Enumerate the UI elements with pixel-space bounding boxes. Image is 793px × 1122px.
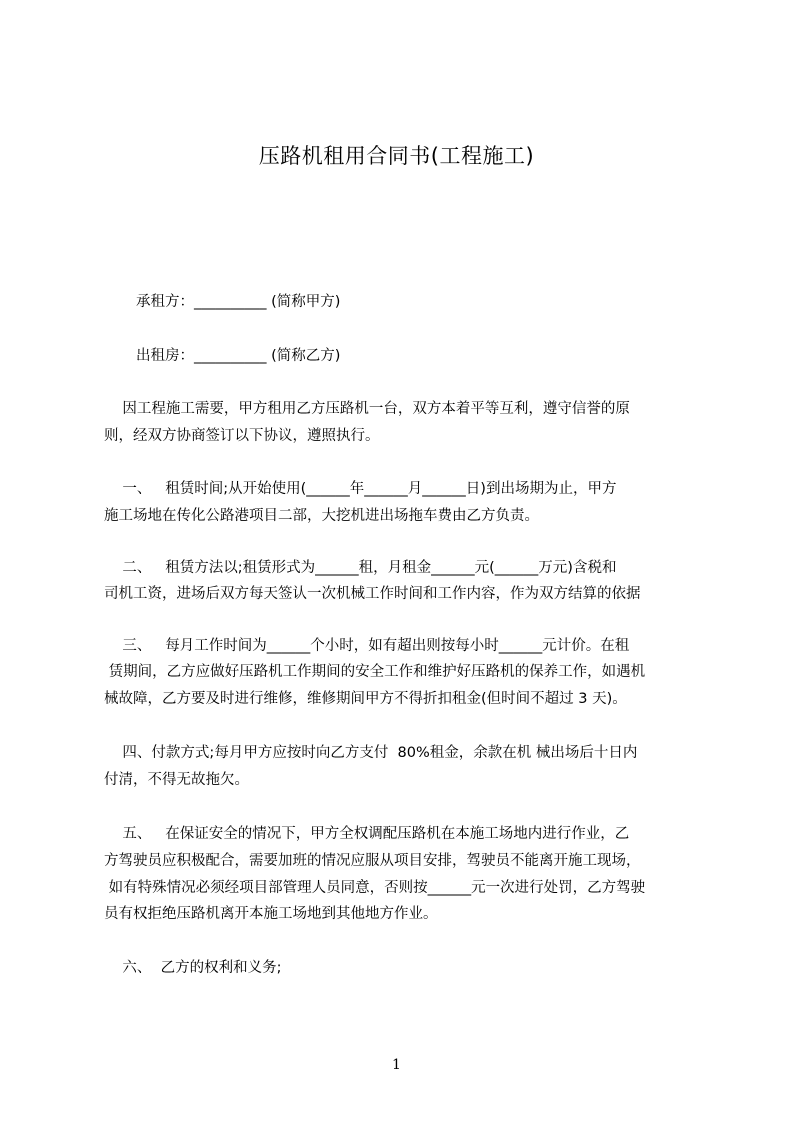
paragraph-line: 三、 每月工作时间为______个小时，如有超出则按每小时______元计价。在租 [104, 638, 630, 654]
page-number: 1 [392, 1057, 401, 1073]
paragraph-line: 械故障，乙方要及时进行维修，维修期间甲方不得折扣租金(但时间不超过 3 天)。 [104, 691, 627, 707]
paragraph-line: 如有特殊情况必须经项目部管理人员同意，否则按______元一次进行处罚，乙方驾驶 [104, 880, 646, 896]
paragraph-line: 五、 在保证安全的情况下，甲方全权调配压路机在本施工场地内进行作业，乙 [104, 826, 630, 842]
paragraph-line: 一、 租赁时间;从开始使用(______年______月______日)到出场期为止，甲方 [104, 481, 617, 497]
paragraph-line: 则，经双方协商签订以下协议，遵照执行。 [104, 428, 380, 444]
lessee-line: 承租方：__________ (简称甲方) [136, 294, 341, 310]
paragraph-line: 方驾驶员应积极配合，需要加班的情况应服从项目安排，驾驶员不能离开施工现场， [104, 853, 641, 869]
paragraph-line: 付清，不得无故拖欠。 [104, 772, 249, 788]
lessor-line: 出租房：__________ (简称乙方) [136, 348, 341, 364]
paragraph-line: 二、 租赁方法以;租赁形式为______租，月租金______元(______万元)含税和 [104, 560, 617, 576]
paragraph-line: 施工场地在传化公路港项目二部，大挖机进出场拖车费由乙方负责。 [104, 508, 539, 524]
paragraph-line: 司机工资，进场后双方每天签认一次机械工作时间和工作内容，作为双方结算的依据 [104, 586, 641, 602]
paragraph-line: 赁期间，乙方应做好压路机工作期间的安全工作和维护好压路机的保养工作，如遇机 [104, 664, 646, 680]
clause-6-heading: 六、 乙方的权利和义务; [104, 960, 282, 976]
paragraph-line: 因工程施工需要，甲方租用乙方压路机一台，双方本着平等互利，遵守信誉的原 [104, 401, 630, 417]
paragraph-line: 员有权拒绝压路机离开本施工场地到其他地方作业。 [104, 906, 438, 922]
paragraph-line: 四、付款方式;每月甲方应按时向乙方支付 80%租金，余款在机 械出场后十日内 [104, 745, 638, 761]
document-title: 压路机租用合同书(工程施工) [258, 144, 535, 168]
